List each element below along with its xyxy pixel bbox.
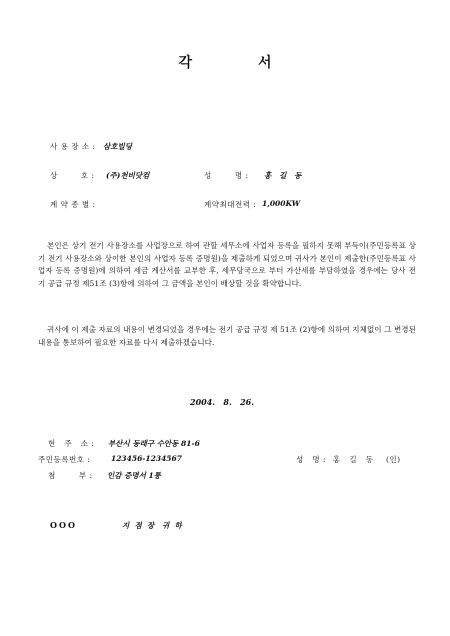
address-value: 부산시 동래구 수안동 81-6 (108, 439, 200, 448)
rrn-value: 123456-1234567 (111, 454, 182, 463)
name-label: 성 명 : (204, 171, 249, 180)
attachment-value: 인감 증명서 1통 (107, 471, 161, 480)
recipient-title: 지 점 장 귀 하 (122, 521, 182, 530)
paragraph-2: 귀사에 이 제출 자료의 내용이 변경되었을 경우에는 전기 공급 규정 제 51조 (2)항에 의하여 지체없이 그 변경된 내용을 통보하여 필요한 자료를 다시 제출하겠습니다. (38, 325, 416, 347)
paragraph-1: 본인은 상기 전기 사용장소를 사업장으로 하여 관할 세무소에 사업자 등록을 필하지 못해 부득이(주민등록표 상기 전기 사용장소와 상이한 본인의 사업자 등록 증명원)을 제출하게 되었으며 귀사가 본인이 제출한(주민등록표 사업자 등록 증명원)에 의하여 세금 계산서를 교부한 후, 세무당국으로 부터 가산세를 부담하였을 경우에는 당사 전기 공급 규정 제51조 (3)항에 의하여 그 금액을 본인이 배상할 것을 확약합니다. (38, 241, 416, 288)
usage-place-label: 사 용 장 소 : (50, 142, 96, 151)
max-power-label: 계약최대전력 : (204, 200, 257, 209)
signer-name-label: 성 명 : (296, 455, 327, 464)
document-title (0, 52, 450, 72)
usage-place-value: 삼호빌딩 (103, 142, 132, 151)
rrn-label: 주민등록번호 : (38, 455, 91, 464)
max-power-value: 1,000KW (262, 199, 301, 208)
trade-name-label: 상 호 : (50, 171, 95, 180)
title-char-1: 각 (178, 55, 192, 71)
contract-type-label: 계 약 종 별 : (50, 200, 96, 209)
seal-mark: (인) (386, 455, 401, 464)
title-char-2: 서 (258, 55, 272, 71)
address-label: 현 주 소 : (48, 439, 95, 448)
signer-name-value: 홍 길 동 (333, 455, 374, 464)
trade-name-value: (주)천비닷컴 (106, 171, 150, 180)
attachment-label: 첨 부 : (48, 471, 93, 480)
recipient-name: OOO (50, 520, 77, 530)
document-date: 2004. 8. 26. (190, 397, 255, 407)
name-value: 홍 길 동 (264, 171, 302, 180)
